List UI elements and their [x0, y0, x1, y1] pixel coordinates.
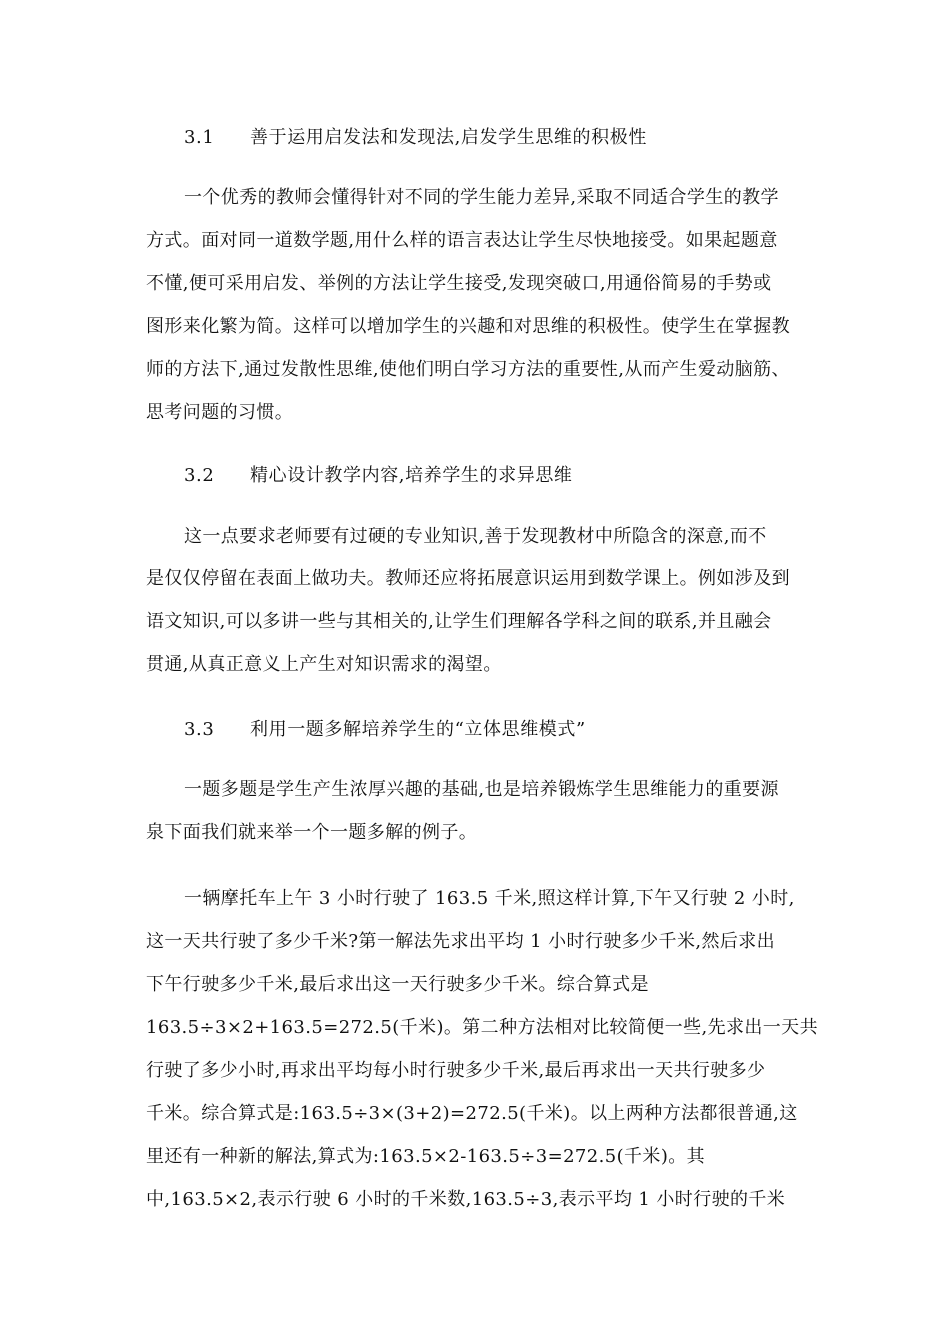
section-title: 善于运用启发法和发现法,启发学生思维的积极性: [250, 127, 647, 148]
paragraph-line: 这一天共行驶了多少千米?第一解法先求出平均 1 小时行驶多少千米,然后求出: [146, 931, 776, 952]
paragraph-line: 中,163.5×2,表示行驶 6 小时的千米数,163.5÷3,表示平均 1 小时行驶的千米: [146, 1189, 786, 1210]
paragraph-line: 一个优秀的教师会懂得针对不同的学生能力差异,采取不同适合学生的教学: [184, 187, 779, 208]
paragraph-line: 一题多题是学生产生浓厚兴趣的基础,也是培养锻炼学生思维能力的重要源: [184, 779, 779, 800]
paragraph-line: 是仅仅停留在表面上做功夫。教师还应将拓展意识运用到数学课上。例如涉及到: [146, 568, 790, 589]
paragraph-line: 里还有一种新的解法,算式为:163.5×2-163.5÷3=272.5(千米)。其: [146, 1146, 706, 1167]
paragraph-line: 语文知识,可以多讲一些与其相关的,让学生们理解各学科之间的联系,并且融会: [146, 611, 772, 632]
paragraph-line: 泉下面我们就来举一个一题多解的例子。: [146, 822, 478, 843]
paragraph-line: 方式。面对同一道数学题,用什么样的语言表达让学生尽快地接受。如果起题意: [146, 230, 778, 251]
section-title: 利用一题多解培养学生的“立体思维模式”: [250, 719, 586, 740]
paragraph-line: 不懂,便可采用启发、举例的方法让学生接受,发现突破口,用通俗简易的手势或: [146, 273, 772, 294]
section-heading-3-2: [184, 464, 573, 488]
paragraph-line: 思考问题的习惯。: [146, 402, 294, 423]
paragraph-line: 这一点要求老师要有过硬的专业知识,善于发现教材中所隐含的深意,而不: [184, 526, 767, 547]
paragraph-line: 163.5÷3×2+163.5=272.5(千米)。第二种方法相对比较简便一些,先求出一天共: [146, 1017, 818, 1038]
paragraph-line: 千米。综合算式是:163.5÷3×(3+2)=272.5(千米)。以上两种方法都很普通,这: [146, 1103, 798, 1124]
section-number: 3.1: [184, 127, 215, 148]
paragraph-line: 下午行驶多少千米,最后求出这一天行驶多少千米。综合算式是: [146, 974, 649, 995]
section-number: 3.2: [184, 465, 215, 486]
paragraph-line: 师的方法下,通过发散性思维,使他们明白学习方法的重要性,从而产生爱动脑筋、: [146, 359, 790, 380]
paragraph-line: 贯通,从真正意义上产生对知识需求的渴望。: [146, 654, 502, 675]
section-title: 精心设计教学内容,培养学生的求异思维: [250, 465, 573, 486]
section-heading-3-1: [184, 126, 647, 150]
paragraph-line: 行驶了多少小时,再求出平均每小时行驶多少千米,最后再求出一天共行驶多少: [146, 1060, 766, 1081]
paragraph-line: 图形来化繁为简。这样可以增加学生的兴趣和对思维的积极性。使学生在掌握教: [146, 316, 790, 337]
section-number: 3.3: [184, 719, 215, 740]
paragraph-line: 一辆摩托车上午 3 小时行驶了 163.5 千米,照这样计算,下午又行驶 2 小时,: [184, 888, 795, 909]
section-heading-3-3: [184, 718, 586, 742]
